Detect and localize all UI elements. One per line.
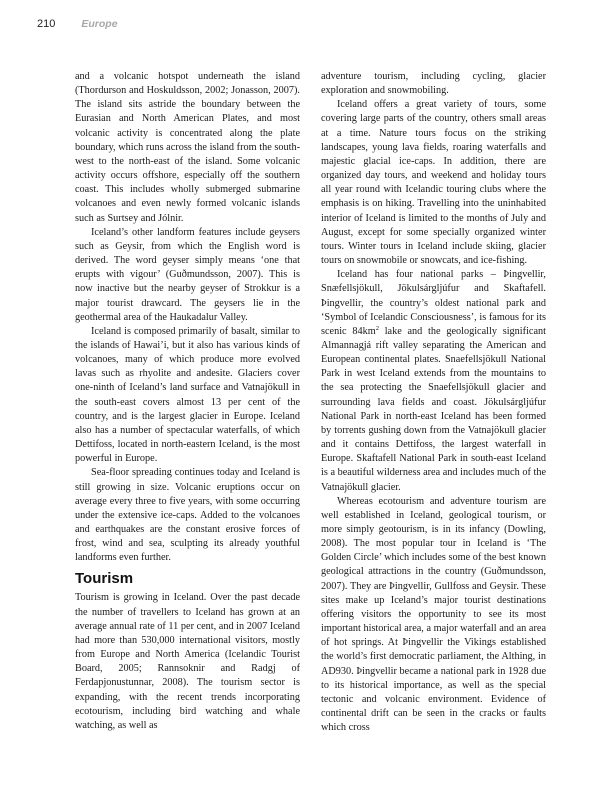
paragraph: Iceland offers a great variety of tours, some covering large parts of the country, others small areas at a time. Nature tours focus on the striking landscapes, young lava fields, roaring waterfalls and majestic glacial ice-caps. In addition, there are organized day tours, and weekend and holiday tours all year round with Icelandic touring clubs where the emphasis is on hiking. Travelling into the uninhabited interior of Iceland is limited to the months of July and August, except for some specially organized winter tours. Winter tours in Iceland include skiing, glacier tours on snowmobile or snowcats, and ice-fishing.	[321, 99, 546, 267]
paragraph: adventure tourism, including cycling, glacier exploration and snowmobiling.	[321, 71, 546, 97]
paragraph: Whereas ecotourism and adventure tourism are well established in Iceland, geological tourism, or more simply geotourism, is in its infancy (Dowling, 2008). The most popular tour in Iceland is ‘The Golden Circle’ which includes some of the best known geological attractions in the country (Guðmundsson, 2007). They are Þingvellir, Gullfoss and Geysir. These sites make up Iceland’s major tourist destinations offering visitors the opportunity to see its most important historical area, a major waterfall and an area of hot springs. At Þingvellir the Vikings established the world’s first democratic parliament, the Althing, in AD930. Þingvellir became a national park in 1928 due to its historical importance, as well as the special tectonic and volcanic environment. Evidence of continental drift can be seen in the cracks or faults which cross	[321, 495, 546, 734]
paragraph-text: lake and the geologically significant Almannagjá rift valley separating the American and European continental plates. Snaefellsjökull National Park in west Iceland extends from the mountains to the sea protecting the Snaefellsjökull glacier and surrounding lava fields and coast. Jökulsárgljúfur National Park in north-east Iceland has been formed by torrents gushing down from the Vatnajökull glacier and it contains Dettifoss, the largest waterfall in Europe. Skaftafell National Park in south-east Iceland is a beautiful wilderness area and includes much of the Vatnajökull glacier.	[321, 325, 546, 493]
paragraph	[321, 268, 546, 495]
paragraph-text: Iceland has four national parks – Þingvellir, Snæfellsjökull, Jökulsárgljúfur and Skaftafell. Þingvellir, the country’s oldest national park and ‘Symbol of Icelandic Consciousness’, is famous for its scenic 84km	[321, 269, 546, 337]
right-column	[321, 70, 546, 735]
page-number: 210	[37, 18, 56, 30]
superscript: 2	[375, 324, 379, 332]
section-heading-tourism: Tourism	[75, 570, 134, 588]
paragraph: Iceland is composed primarily of basalt, similar to the islands of Hawai’i, but it also has various kinds of volcanoes, many of which produce more evolved lavas such as rhyolite and andesite. Glaciers cover one-ninth of Iceland’s land surface and Vatnajökull in the south-east covers almost 13 per cent of the country, and is the largest glacier in Europe. Iceland also has a number of spectacular waterfalls, of which Dettifoss, located in north-eastern Iceland, is the most powerful in Europe.	[75, 325, 300, 465]
paragraph: Iceland’s other landform features include geysers such as Geysir, from which the English word is derived. The word geyser simply means ‘one that erupts with vigour’ (Guðmundsson, 2007). This is now inactive but the nearby geyser of Strokkur is a major tourist drawcard. The geysers lie in the geothermal area of the Haukadalur Valley.	[75, 226, 300, 323]
paragraph: Sea-floor spreading continues today and Iceland is still growing in size. Volcanic eruptions occur on average every three to five years, with some occurring under the extensive ice-caps. Added to the volcanoes and earthquakes are the constant erosive forces of frost, wind and sea, sculpting its already youthful landforms even further.	[75, 467, 300, 564]
left-column	[75, 70, 300, 733]
paragraph: Tourism is growing in Iceland. Over the past decade the number of travellers to Iceland has grown at an average annual rate of 11 per cent, and in 2007 Iceland had more than 530,000 international visitors, mostly from Europe and North America (Icelandic Tourist Board, 2005; Rannsoknir and Radgj of Ferdapjonustunnar, 2008). The tourism sector is expanding, with the recent trends incorporating ecotourism, including bird watching and whale watching, as well as	[75, 592, 300, 731]
paragraph: and a volcanic hotspot underneath the island (Thordurson and Hoskuldsson, 2002; Jonasson, 2007). The island sits astride the boundary between the Eurasian and North American Plates, and most volcanic activity is concentrated along the plate boundary, which runs across the island from the south-west to the north-east of the island. Some volcanic activity occurs offshore, especially off the southern coast. This includes wholly submerged submarine volcanoes and even newly formed volcanic islands such as Surtsey and Jólnir.	[75, 71, 300, 224]
page-header	[37, 18, 118, 30]
running-head: Europe	[81, 18, 118, 30]
